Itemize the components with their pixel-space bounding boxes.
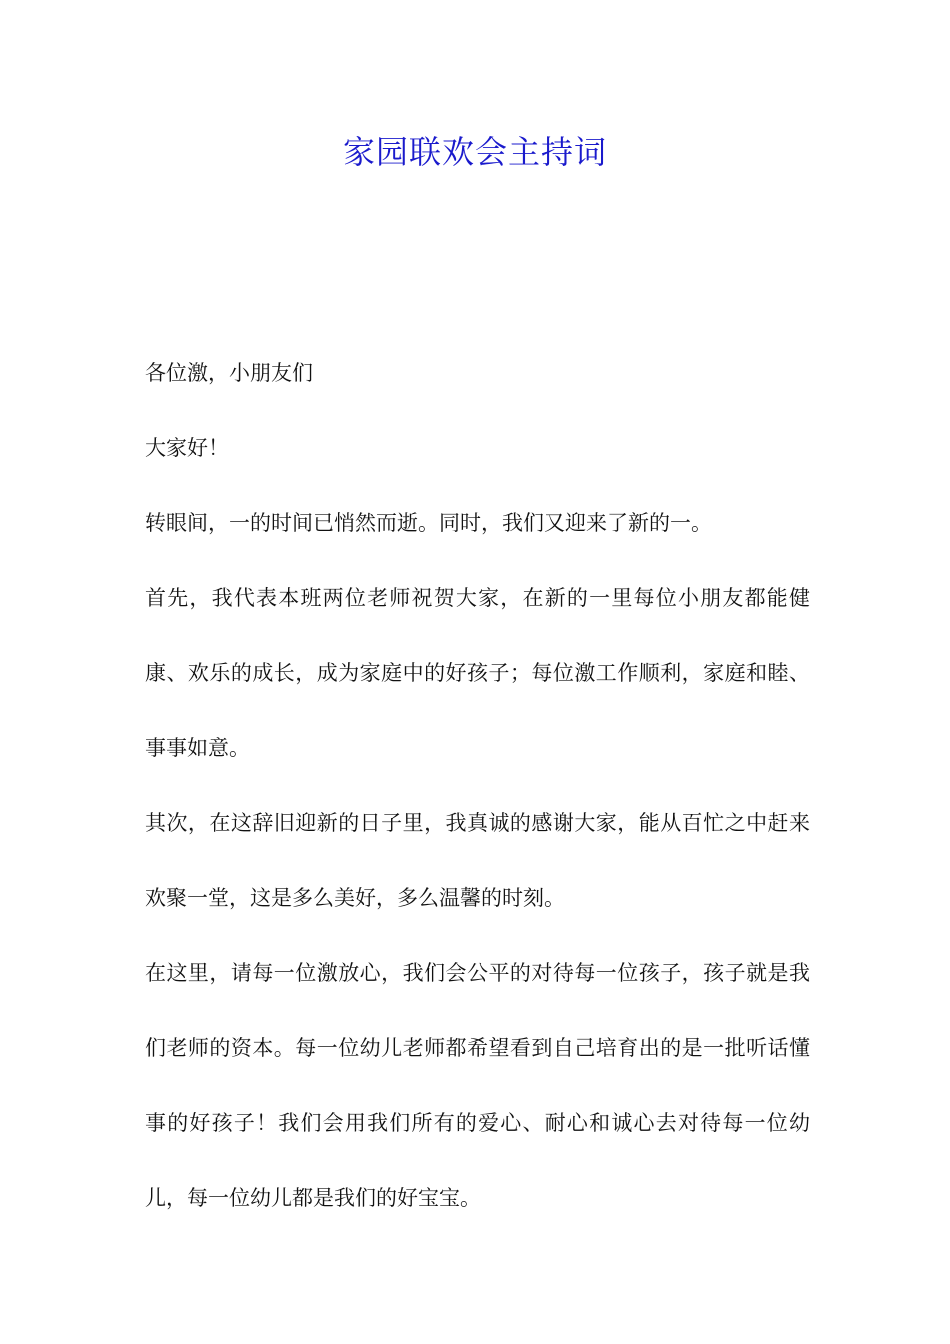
document-title: 家园联欢会主持词 bbox=[342, 133, 607, 171]
paragraph-greeting: 各位激，小朋友们 bbox=[145, 361, 313, 385]
paragraph-promise: 在这里，请每一位激放心，我们会公平的对待每一位孩子，孩子就是我们老师的资本。每一位幼儿老师都希望看到自己培育出的是一批听话懂事的好孩子！我们会用我们所有的爱心、耐心和诚心去对待每一位幼儿，每一位幼儿都是我们的好宝宝。 bbox=[145, 961, 810, 1210]
document-body bbox=[145, 336, 810, 1236]
paragraph-thanks: 其次，在这辞旧迎新的日子里，我真诚的感谢大家，能从百忙之中赶来欢聚一堂，这是多么美好，多么温馨的时刻。 bbox=[145, 811, 810, 910]
paragraph-wishes: 首先，我代表本班两位老师祝贺大家，在新的一里每位小朋友都能健康、欢乐的成长，成为家庭中的好孩子；每位激工作顺利，家庭和睦、事事如意。 bbox=[145, 586, 810, 760]
paragraph-intro: 转眼间，一的时间已悄然而逝。同时，我们又迎来了新的一。 bbox=[145, 511, 712, 535]
paragraph-hello: 大家好！ bbox=[145, 436, 229, 460]
